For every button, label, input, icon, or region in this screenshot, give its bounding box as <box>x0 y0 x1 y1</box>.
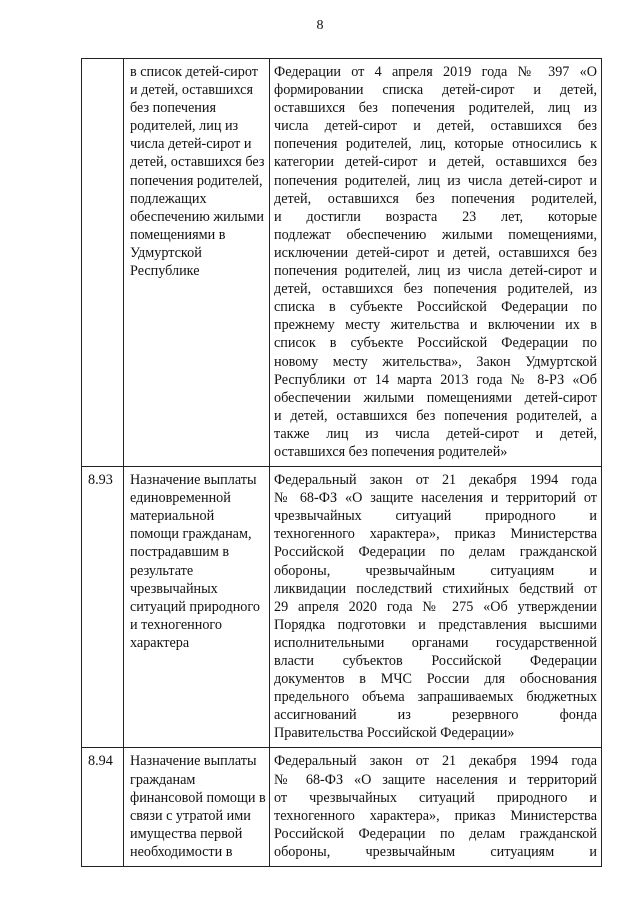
service-name-line: в список детей-сирот <box>130 64 258 80</box>
legal-basis-line: Российской Федерации по делам гражданской <box>274 544 597 561</box>
service-name-line: Республике <box>130 263 200 280</box>
legal-basis-line: числа детей-сирот и детей, оставшихся без <box>274 118 597 135</box>
service-name-line: необходимости в <box>130 843 233 860</box>
service-name-line: пострадавшим в <box>130 544 230 561</box>
table-row <box>82 467 602 748</box>
legal-basis-line: также лиц из числа детей-сирот и детей, <box>274 425 597 442</box>
legal-basis-line: Республики от 14 марта 2013 года № 8-РЗ «Об <box>274 371 597 388</box>
legal-basis-line: чрезвычайных ситуаций природного и <box>274 508 597 525</box>
legal-basis-line: обороны, чрезвычайным ситуациям и <box>274 562 597 579</box>
legal-basis-line: попечения родителей, лиц из числа детей-сирот и <box>274 172 597 189</box>
legal-basis-line: Правительства Российской Федерации» <box>274 725 515 742</box>
legal-basis-line: формировании списка детей-сирот и детей, <box>274 82 597 99</box>
service-name-line: результате <box>130 562 194 579</box>
service-name-line: связи с утратой ими <box>130 807 251 824</box>
legal-basis-line: подлежат обеспечению жилыми помещениями, <box>274 226 597 243</box>
page-number: 8 <box>316 18 324 33</box>
legal-basis-line: Российской Федерации по делам гражданской <box>274 825 597 842</box>
legal-basis-line: исключении детей-сирот и детей, оставшихся без <box>274 244 597 261</box>
service-name-line: Назначение выплаты <box>130 472 257 489</box>
legal-basis-line: попечения родителей, лиц из числа детей-сирот и <box>274 263 597 280</box>
service-name-cell <box>124 748 270 867</box>
legal-basis-line: от чрезвычайных ситуаций природного и <box>274 789 597 806</box>
legal-basis-line: прежнему месту жительства и включении их в <box>274 317 597 334</box>
legal-basis-cell <box>270 748 602 867</box>
service-name-line: попечения родителей, <box>130 172 263 189</box>
service-name-line: числа детей-сирот и <box>130 136 252 153</box>
document-table <box>81 58 602 867</box>
table-row <box>82 748 602 867</box>
service-name-line: финансовой помощи в <box>130 789 266 806</box>
service-name-line: и техногенного <box>130 616 222 633</box>
service-name-line: характера <box>130 634 190 651</box>
legal-basis-line: новому месту жительства», Закон Удмуртской <box>274 353 597 370</box>
service-name-line: обеспечению жилыми <box>130 208 264 225</box>
legal-basis-line: Федеральный закон от 21 декабря 1994 года <box>274 472 597 489</box>
table-row <box>82 59 602 467</box>
legal-basis-line: Порядка подготовки и представления высшими <box>274 616 597 633</box>
row-number-cell <box>82 59 124 467</box>
legal-basis-line: № 68-ФЗ «О защите населения и территорий <box>274 771 597 788</box>
service-name-line: единовременной <box>130 490 231 507</box>
service-name-line: подлежащих <box>130 190 207 207</box>
service-name-line: ситуаций природного <box>130 598 260 615</box>
service-name-line: помощи гражданам, <box>130 526 252 543</box>
legal-basis-line: 29 апреля 2020 года № 275 «Об утверждении <box>274 598 597 615</box>
service-name-line: материальной <box>130 508 215 525</box>
service-name-cell <box>124 59 270 467</box>
legal-basis-line: власти субъектов Российской Федерации <box>274 653 597 669</box>
service-name-cell <box>124 467 270 748</box>
legal-basis-line: документов в МЧС России для обоснования <box>274 671 597 688</box>
service-name-line: Удмуртской <box>130 244 202 261</box>
legal-basis-line: ассигнований из резервного фонда <box>274 707 597 724</box>
legal-basis-line: список в субъекте Российской Федерации по <box>274 335 597 352</box>
service-name-line: родителей, лиц из <box>130 118 239 135</box>
legal-basis-line: оставшихся без попечения родителей» <box>274 443 508 460</box>
legal-basis-line: № 68-ФЗ «О защите населения и территорий от <box>274 490 597 507</box>
service-name-line: Назначение выплаты <box>130 753 257 770</box>
legal-basis-line: детей, оставшихся без попечения родителей, <box>274 190 597 207</box>
legal-basis-line: попечения родителей, лиц, которые относились к <box>274 136 597 153</box>
service-name-line: чрезвычайных <box>130 580 218 597</box>
service-name-line: и детей, оставшихся <box>130 82 253 99</box>
legal-basis-line: оставшихся без попечения родителей, лиц из <box>274 100 597 117</box>
service-name-line: гражданам <box>130 771 196 788</box>
legal-basis-line: предельного объема запрашиваемых бюджетных <box>274 689 597 706</box>
legal-basis-cell <box>270 467 602 748</box>
legal-basis-line: списка в субъекте Российской Федерации по <box>274 299 597 316</box>
legal-basis-line: Федерации от 4 апреля 2019 года № 397 «О <box>274 64 597 80</box>
legal-basis-line: категории детей-сирот и детей, оставшихся без <box>274 154 597 171</box>
service-name-line: детей, оставшихся без <box>130 154 265 171</box>
row-number-cell: 8.93 <box>82 467 124 748</box>
legal-basis-line: детей, оставшихся без попечения родителей, из <box>274 281 597 298</box>
row-number-cell: 8.94 <box>82 748 124 867</box>
legal-basis-line: техногенного характера», приказ Министерства <box>274 807 597 824</box>
service-name-line: помещениями в <box>130 226 226 243</box>
legal-basis-line: и достигли возраста 23 лет, которые <box>274 208 597 225</box>
service-name-line: имущества первой <box>130 825 243 842</box>
legal-basis-line: Федеральный закон от 21 декабря 1994 года <box>274 753 597 770</box>
service-name-line: без попечения <box>130 100 217 117</box>
legal-basis-line: исполнительными органами государственной <box>274 634 597 651</box>
legal-basis-line: ликвидации последствий стихийных бедствий от <box>274 580 597 597</box>
legal-basis-line: и детей, оставшихся без попечения родителей, а <box>274 407 597 424</box>
legal-basis-line: обеспечении жилыми помещениями детей-сирот <box>274 389 597 406</box>
legal-basis-line: техногенного характера», приказ Министерства <box>274 526 597 543</box>
legal-basis-line: обороны, чрезвычайным ситуациям и <box>274 843 597 860</box>
legal-basis-cell <box>270 59 602 467</box>
